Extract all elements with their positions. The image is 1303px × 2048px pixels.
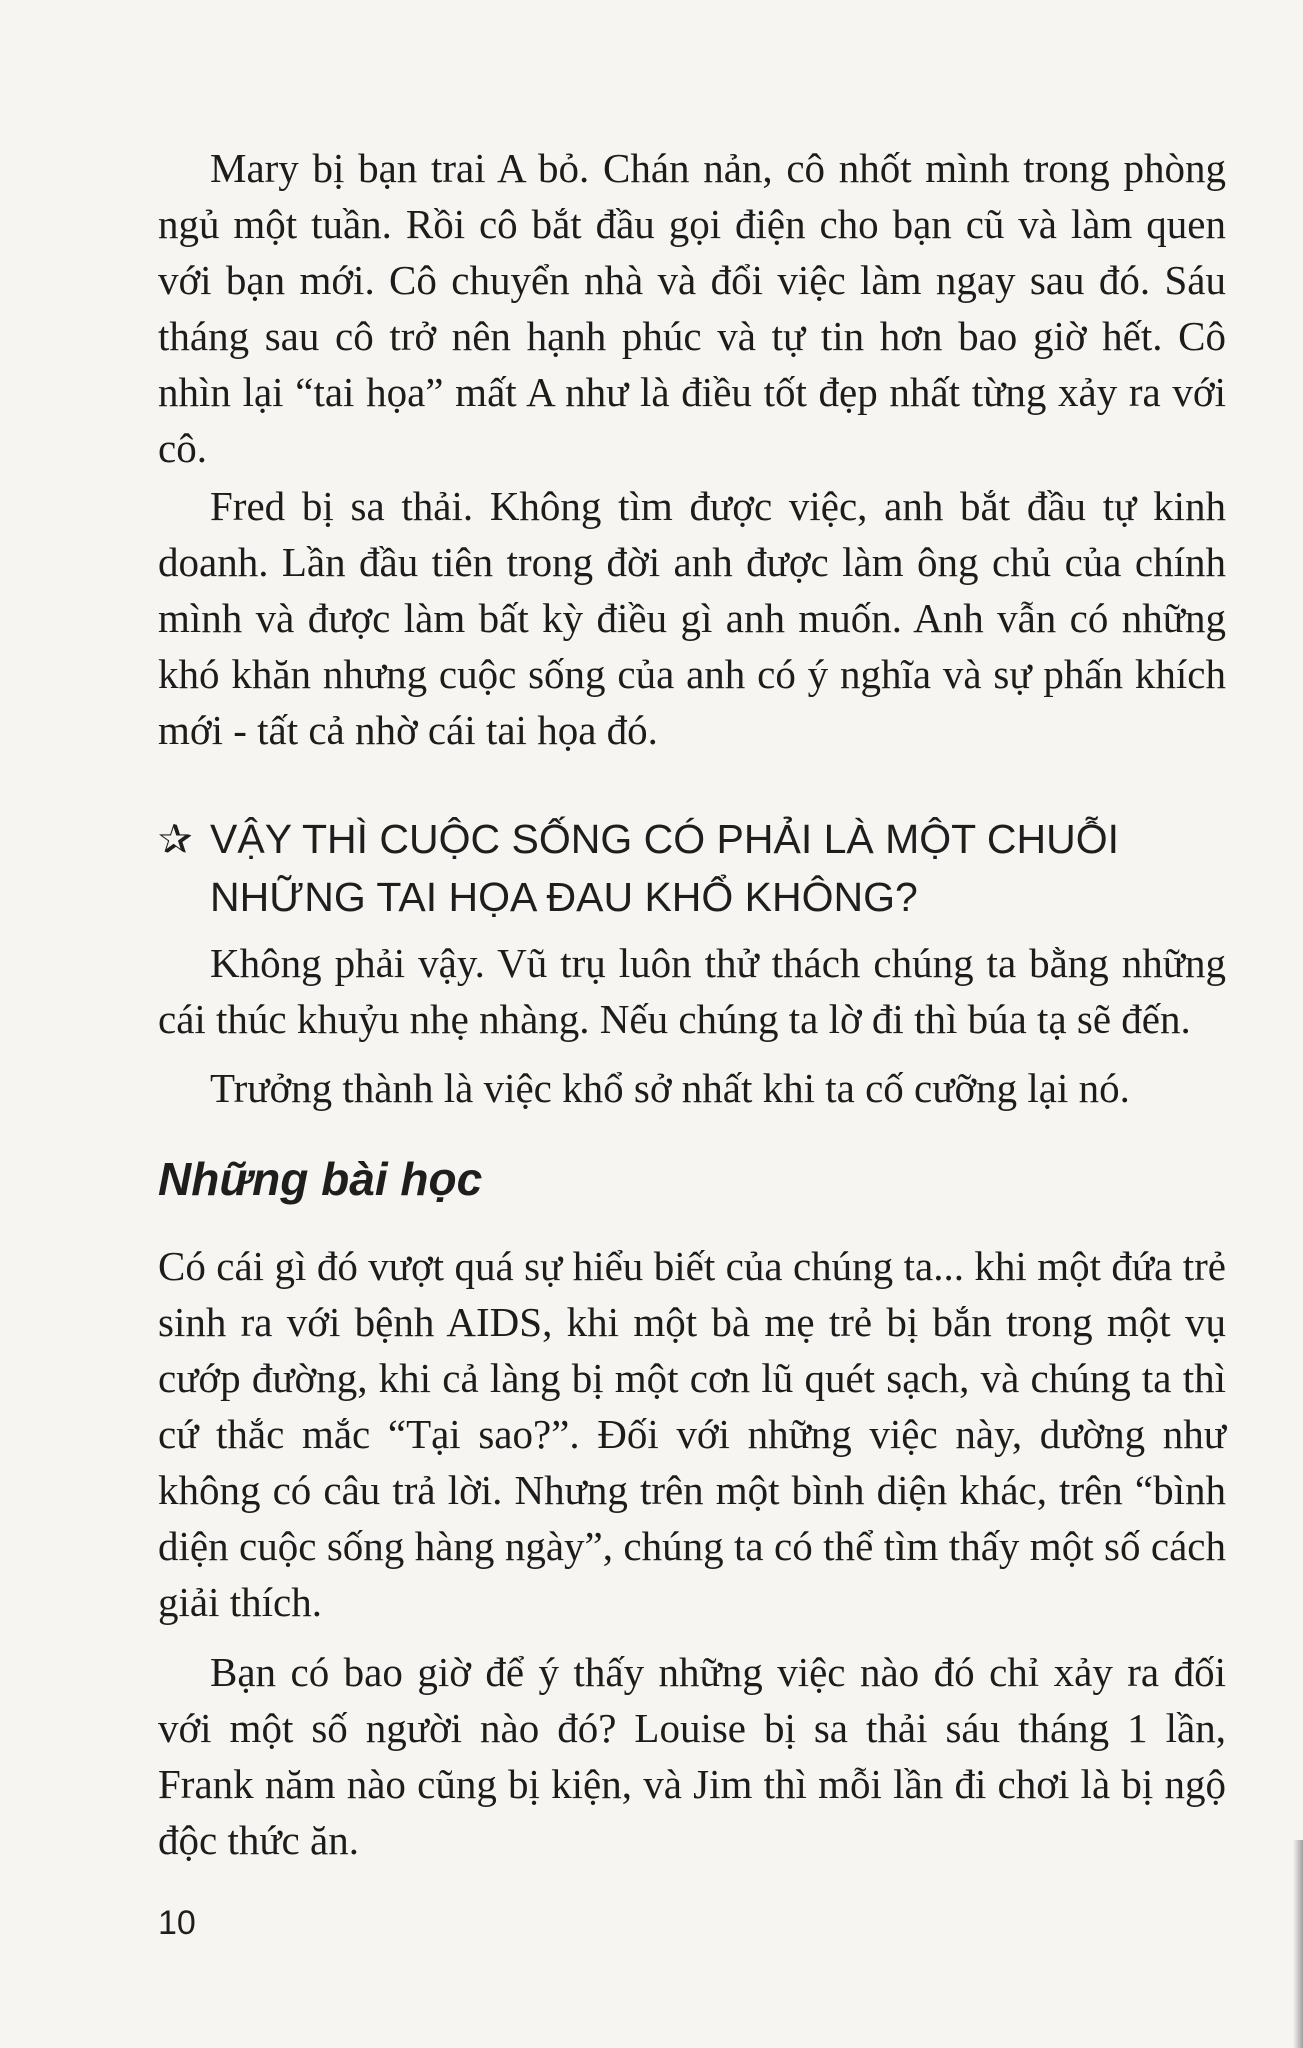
paragraph-examples: Bạn có bao giờ để ý thấy những việc nào đó chỉ xảy ra đối với một số người nào đó? Louise bị sa thải sáu tháng 1 lần, Frank năm nào cũng bị kiện, và Jim thì mỗi lần đi chơi là bị ngộ độc thức ăn. (158, 1649, 1226, 1863)
question-heading-line-1: VẬY THÌ CUỘC SỐNG CÓ PHẢI LÀ MỘT CHUỖI (210, 816, 1119, 862)
question-heading-line-2: NHỮNG TAI HỌA ĐAU KHỔ KHÔNG? (210, 874, 918, 920)
question-heading (158, 810, 1226, 926)
section-title: Những bài học (158, 1153, 483, 1205)
paragraph-growth: Trưởng thành là việc khổ sở nhất khi ta cố cưỡng lại nó. (210, 1065, 1130, 1111)
page-number: 10 (158, 1904, 196, 1942)
paragraph-fred: Fred bị sa thải. Không tìm được việc, anh bắt đầu tự kinh doanh. Lần đầu tiên trong đời anh được làm ông chủ của chính mình và được làm bất kỳ điều gì anh muốn. Anh vẫn có những khó khăn nhưng cuộc sống của anh có ý nghĩa và sự phấn khích mới - tất cả nhờ cái tai họa đó. (158, 483, 1226, 753)
paragraph-mary: Mary bị bạn trai A bỏ. Chán nản, cô nhốt mình trong phòng ngủ một tuần. Rồi cô bắt đầu gọi điện cho bạn cũ và làm quen với bạn mới. Cô chuyển nhà và đổi việc làm ngay sau đó. Sáu tháng sau cô trở nên hạnh phúc và tự tin hơn bao giờ hết. Cô nhìn lại “tai họa” mất A như là điều tốt đẹp nhất từng xảy ra với cô. (158, 145, 1226, 471)
star-icon: ✰ (158, 816, 193, 862)
paragraph-lessons: Có cái gì đó vượt quá sự hiểu biết của chúng ta... khi một đứa trẻ sinh ra với bệnh AIDS, khi một bà mẹ trẻ bị bắn trong một vụ cướp đường, khi cả làng bị một cơn lũ quét sạch, và chúng ta thì cứ thắc mắc “Tại sao?”. Đối với những việc này, dường như không có câu trả lời. Nhưng trên một bình diện khác, trên “bình diện cuộc sống hàng ngày”, chúng ta có thể tìm thấy một số cách giải thích. (158, 1243, 1226, 1625)
paragraph-answer: Không phải vậy. Vũ trụ luôn thử thách chúng ta bằng những cái thúc khuỷu nhẹ nhàng. Nếu chúng ta lờ đi thì búa tạ sẽ đến. (158, 940, 1226, 1042)
page-edge-shadow (1293, 1840, 1303, 2048)
